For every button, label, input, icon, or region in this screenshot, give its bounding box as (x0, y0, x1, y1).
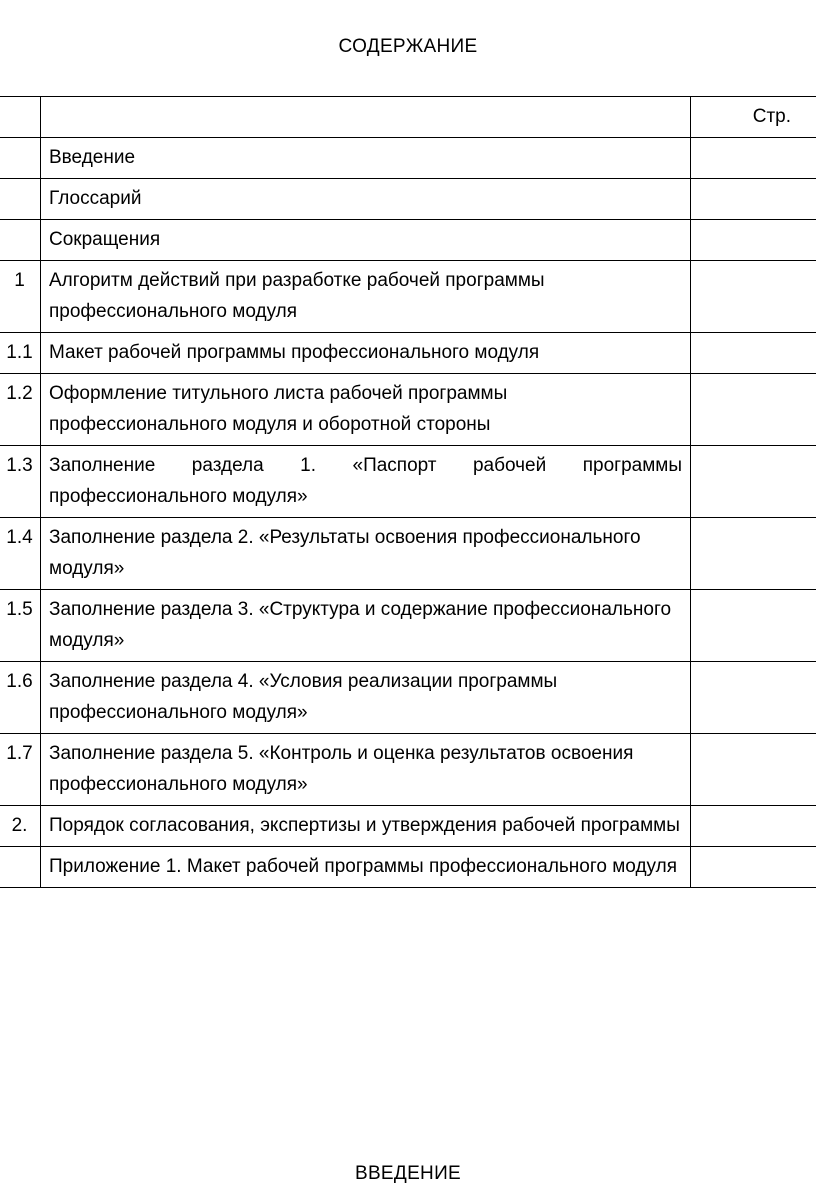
toc-row-title: Заполнение раздела 1. «Паспорт рабочей программы профессионального модуля» (41, 446, 691, 518)
toc-row-number: 1.1 (0, 333, 41, 374)
toc-row-title: Заполнение раздела 4. «Условия реализации программы профессионального модуля» (41, 662, 691, 734)
toc-row-page (691, 333, 816, 374)
toc-row-page (691, 138, 816, 179)
toc-row-number: 1.2 (0, 374, 41, 446)
toc-row-title: Введение (41, 138, 691, 179)
toc-row-number: 2. (0, 806, 41, 847)
toc-row (0, 590, 816, 662)
toc-row-number: 1.3 (0, 446, 41, 518)
introduction-heading: ВВЕДЕНИЕ (354, 1163, 461, 1184)
toc-row-page (691, 806, 816, 847)
table-of-contents (0, 96, 816, 888)
toc-row-title: Глоссарий (41, 179, 691, 220)
toc-row-title: Макет рабочей программы профессионального модуля (41, 333, 691, 374)
toc-row (0, 806, 816, 847)
toc-row-number (0, 220, 41, 261)
toc-row (0, 847, 816, 888)
toc-row (0, 138, 816, 179)
toc-row-page (691, 446, 816, 518)
toc-row-number (0, 847, 41, 888)
toc-row-title: Заполнение раздела 3. «Структура и содержание профессионального модуля» (41, 590, 691, 662)
toc-row-title: Заполнение раздела 5. «Контроль и оценка результатов освоения профессионального модуля» (41, 734, 691, 806)
toc-row-title: Алгоритм действий при разработке рабочей программы профессионального модуля (41, 261, 691, 333)
toc-header-row (0, 97, 816, 138)
toc-row (0, 333, 816, 374)
toc-header-number-cell (0, 97, 41, 138)
toc-row (0, 734, 816, 806)
toc-row-page (691, 662, 816, 734)
toc-row (0, 261, 816, 333)
toc-page-column-header: Стр. (691, 97, 816, 138)
toc-row-number (0, 179, 41, 220)
toc-row-number: 1.7 (0, 734, 41, 806)
toc-row-title: Оформление титульного листа рабочей программы профессионального модуля и оборотной стороны (41, 374, 691, 446)
toc-row-page (691, 590, 816, 662)
toc-row-title: Порядок согласования, экспертизы и утверждения рабочей программы (41, 806, 691, 847)
toc-row (0, 662, 816, 734)
toc-row-page (691, 179, 816, 220)
toc-row-title: Сокращения (41, 220, 691, 261)
toc-row-number: 1.6 (0, 662, 41, 734)
toc-row (0, 220, 816, 261)
toc-row-number (0, 138, 41, 179)
toc-row-page (691, 374, 816, 446)
toc-row (0, 179, 816, 220)
toc-row-number: 1 (0, 261, 41, 333)
toc-row-page (691, 518, 816, 590)
toc-row-page (691, 220, 816, 261)
toc-row-page (691, 261, 816, 333)
toc-row-number: 1.4 (0, 518, 41, 590)
toc-row (0, 446, 816, 518)
toc-row-number: 1.5 (0, 590, 41, 662)
toc-row-page (691, 734, 816, 806)
toc-row (0, 374, 816, 446)
toc-header-title-cell (41, 97, 691, 138)
toc-row (0, 518, 816, 590)
page-title: СОДЕРЖАНИЕ (338, 36, 478, 57)
toc-row-title: Заполнение раздела 2. «Результаты освоения профессионального модуля» (41, 518, 691, 590)
toc-row-title: Приложение 1. Макет рабочей программы профессионального модуля (41, 847, 691, 888)
toc-row-page (691, 847, 816, 888)
